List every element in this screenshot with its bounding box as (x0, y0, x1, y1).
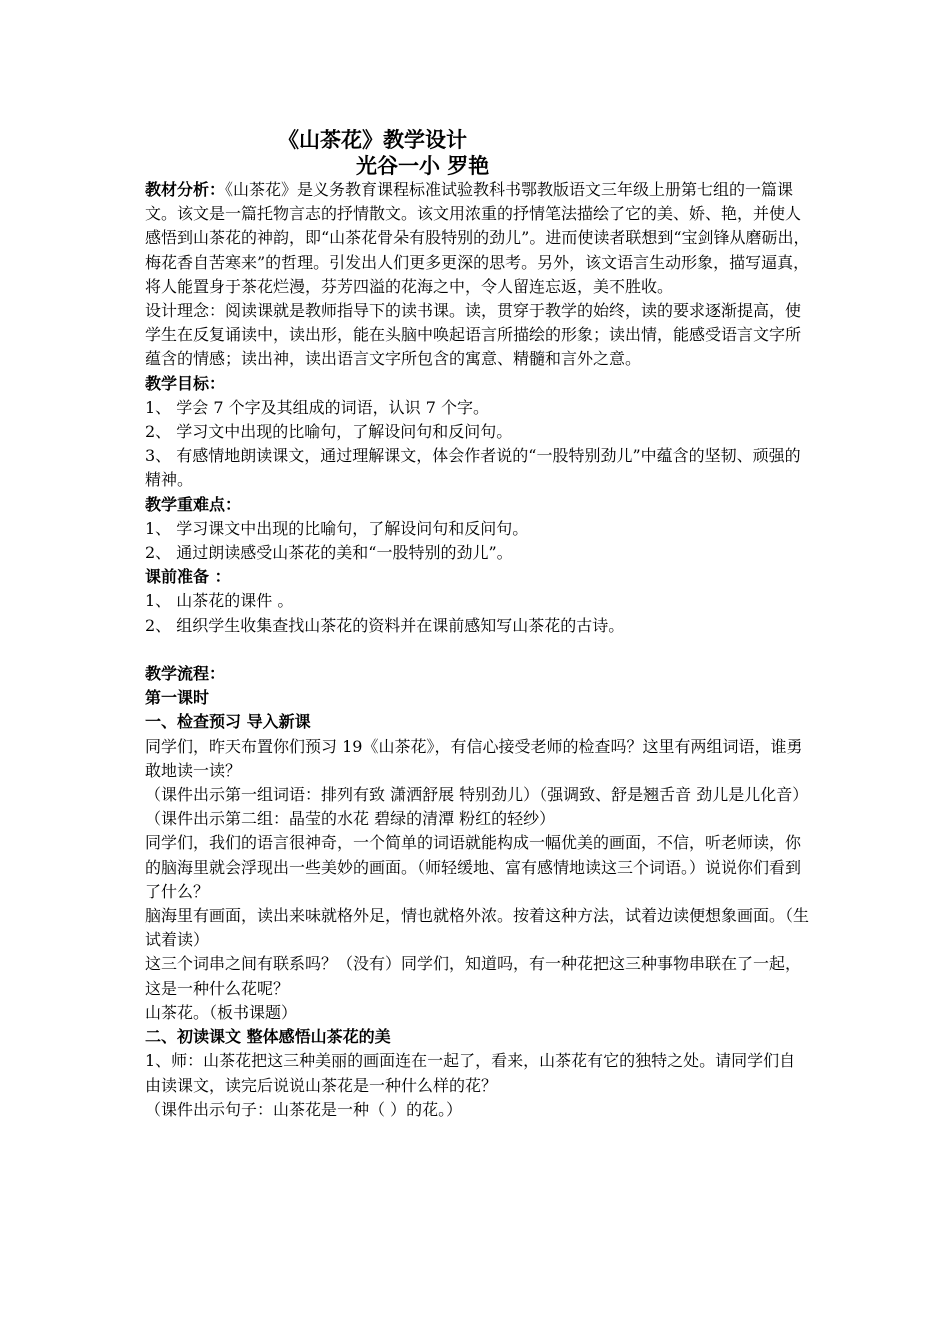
section-1-paragraph: 同学们，昨天布置你们预习 19《山茶花》，有信心接受老师的检查吗？这里有两组词语，谁勇敢地读一读？ (145, 736, 803, 780)
section-1-paragraph: （课件出示第二组：晶莹的水花 碧绿的清潭 粉红的轻纱） (145, 809, 556, 829)
section-2-paragraph: 1、师：山茶花把这三种美丽的画面连在一起了，看来，山茶花有它的独特之处。请同学们自由读课文，读完后说说山茶花是一种什么样的花？ (145, 1051, 796, 1095)
goals-heading: 教学目标： (145, 373, 226, 393)
analysis-label: 教材分析： (145, 180, 226, 199)
analysis-text: 《山茶花》是义务教育课程标准试验教科书鄂教版语文三年级上册第七组的一篇课文。该文是一篇托物言志的抒情散文。该文用浓重的抒情笔法描绘了它的美、娇、艳，并使人感悟到山茶花的神韵，即“山茶花骨朵有股特别的劲儿”。进而使读者联想到“宝剑锋从磨砺出，梅花香自苦寒来”的哲理。引发出人们更多更深的思考。另外，该文语言生动形象，描写逼真，将人能置身于茶花烂漫，芬芳四溢的花海之中，令人留连忘返，美不胜收。 (145, 180, 810, 296)
document-author: 光谷一小 罗艳 (356, 154, 490, 178)
preparation-item: 1、 山茶花的课件 。 (145, 591, 294, 611)
design-concept-paragraph: 设计理念：阅读课就是教师指导下的读书课。读，贯穿于教学的始终，读的要求逐渐提高，使学生在反复诵读中，读出形，能在头脑中唤起语言所描绘的形象；读出情，能感受语言文字所蕴含的情感；读出神，读出语言文字所包含的寓意、精髓和言外之意。 (145, 301, 802, 369)
lesson-heading: 第一课时 (145, 688, 210, 708)
section-1-paragraph: 脑海里有画面，读出来味就格外足，情也就格外浓。按着这种方法，试着边读便想象画面。（生试着读） (145, 906, 810, 950)
document-title: 《山茶花》教学设计 (278, 128, 467, 152)
blank-line (145, 638, 811, 662)
goal-item: 3、 有感情地朗读课文，通过理解课文，体会作者说的“一股特别劲儿”中蕴含的坚韧、顽强的精神。 (145, 446, 801, 490)
key-point-item: 1、 学习课文中出现的比喻句，了解设问句和反问句。 (145, 518, 529, 538)
goal-item: 1、 学会 7 个字及其组成的词语，认识 7 个字。 (145, 397, 489, 417)
section-1-paragraph: 山茶花。（板书课题） (145, 1002, 298, 1022)
section-1-paragraph: 这三个词串之间有联系吗？（没有）同学们，知道吗，有一种花把这三种事物串联在了一起，这是一种什么花呢？ (145, 954, 802, 998)
key-points-heading: 教学重难点： (145, 494, 242, 514)
flow-heading: 教学流程： (145, 664, 226, 684)
section-2-paragraph: （课件出示句子：山茶花是一种（ ）的花。） (145, 1099, 463, 1119)
preparation-heading: 课前准备 ： (145, 567, 231, 587)
document-body (145, 178, 811, 1122)
section-2-heading: 二、初读课文 整体感悟山茶花的美 (145, 1027, 391, 1047)
key-point-item: 2、 通过朗读感受山茶花的美和“一股特别的劲儿”。 (145, 543, 513, 563)
analysis-paragraph (145, 178, 811, 299)
goal-item: 2、 学习文中出现的比喻句，了解设问句和反问句。 (145, 422, 513, 442)
section-1-paragraph: 同学们，我们的语言很神奇，一个简单的词语就能构成一幅优美的画面，不信，听老师读，你的脑海里就会浮现出一些美妙的画面。（师轻缓地、富有感情地读这三个词语。）说说你们看到了什么？ (145, 833, 802, 901)
section-1-paragraph: （课件出示第一组词语：排列有致 潇洒舒展 特别劲儿）（强调致、舒是翘舌音 劲儿是儿化音） (145, 785, 809, 805)
section-1-heading: 一、检查预习 导入新课 (145, 712, 311, 732)
preparation-item: 2、 组织学生收集查找山茶花的资料并在课前感知写山茶花的古诗。 (145, 615, 625, 635)
